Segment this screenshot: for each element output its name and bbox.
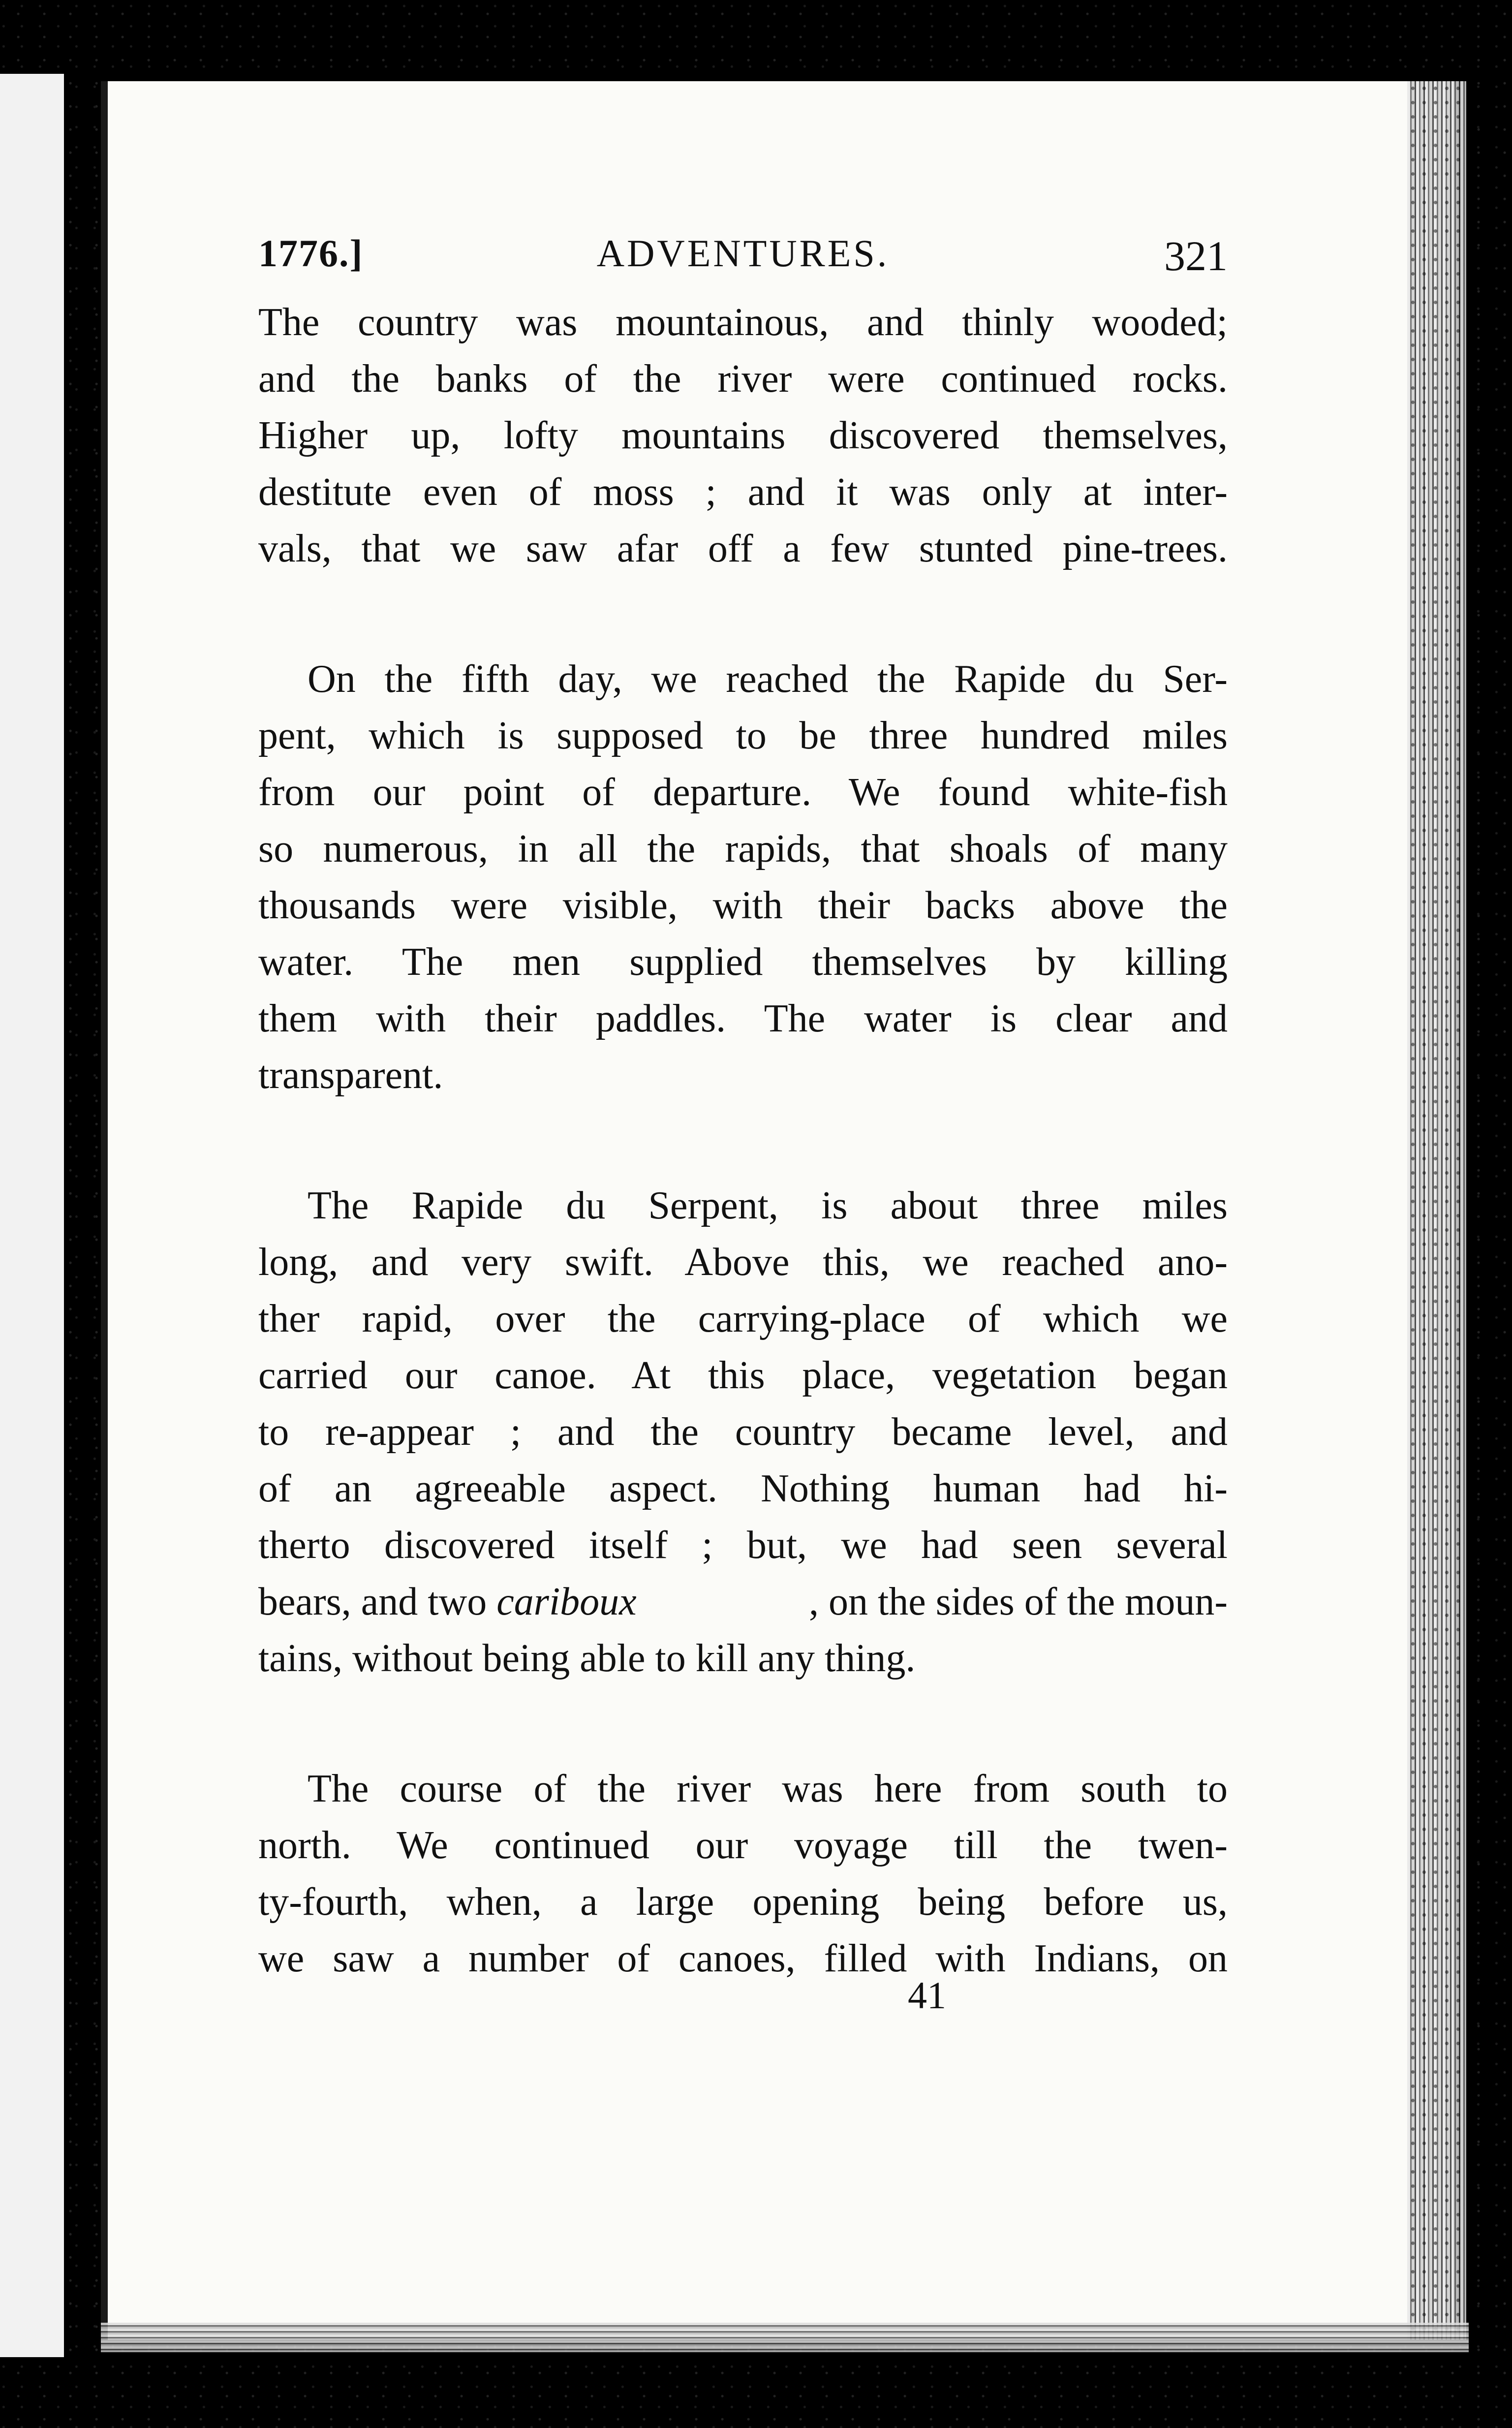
text-line: transparent. [258,1054,443,1097]
text-line: The course of the river was here from south to [308,1767,1228,1810]
page-edge-texture [1407,81,1466,2340]
text-line: to re-appear ; and the country became level, and [258,1410,1228,1454]
text-line: therto discovered itself ; but, we had seen several [258,1524,1228,1567]
text-line: them with their paddles. The water is clear and [258,997,1228,1040]
text-line: Higher up, lofty mountains discovered themselves, [258,414,1228,457]
header-date: 1776.] [258,232,364,275]
text-line: On the fifth day, we reached the Rapide du Ser- [308,657,1228,701]
text-line: tains, without being able to kill any thing. [258,1637,916,1680]
text-line-with-italic [258,1575,1228,1629]
text-line: ther rapid, over the carrying-place of which we [258,1297,1228,1340]
header-title: ADVENTURES. [596,232,890,275]
text-line: The country was mountainous, and thinly wooded; [258,301,1228,344]
text-line: carried our canoe. At this place, vegetation began [258,1354,1228,1397]
running-head [258,231,1228,285]
page-bottom-edge [101,2323,1469,2352]
text-line: long, and very swift. Above this, we reached ano- [258,1241,1228,1284]
scan-left-margin [0,74,64,2357]
text-line: and the banks of the river were continued rocks. [258,357,1228,401]
text-line: destitute even of moss ; and it was only at inter- [258,470,1228,514]
text-line: ty-fourth, when, a large opening being before us, [258,1880,1228,1924]
text-line: from our point of departure. We found white-fish [258,771,1228,814]
text-segment: , on the sides of the moun- [809,1580,1228,1623]
text-line: The Rapide du Serpent, is about three miles [308,1184,1228,1227]
text-line: north. We continued our voyage till the twen- [258,1824,1228,1867]
text-line: of an agreeable aspect. Nothing human had hi- [258,1467,1228,1510]
signature-mark: 41 [908,1974,946,2017]
text-line: vals, that we saw afar off a few stunted pine-trees. [258,527,1228,570]
text-segment: bears, and two cariboux [258,1580,637,1623]
text-line: so numerous, in all the rapids, that shoals of many [258,827,1228,871]
page-number: 321 [1164,232,1228,280]
italic-word: cariboux [496,1580,637,1623]
text-line: we saw a number of canoes, filled with Indians, on [258,1937,1228,1980]
text-line: pent, which is supposed to be three hundred miles [258,714,1228,757]
text-line: thousands were visible, with their backs above the [258,884,1228,927]
text-line: water. The men supplied themselves by killing [258,940,1228,984]
